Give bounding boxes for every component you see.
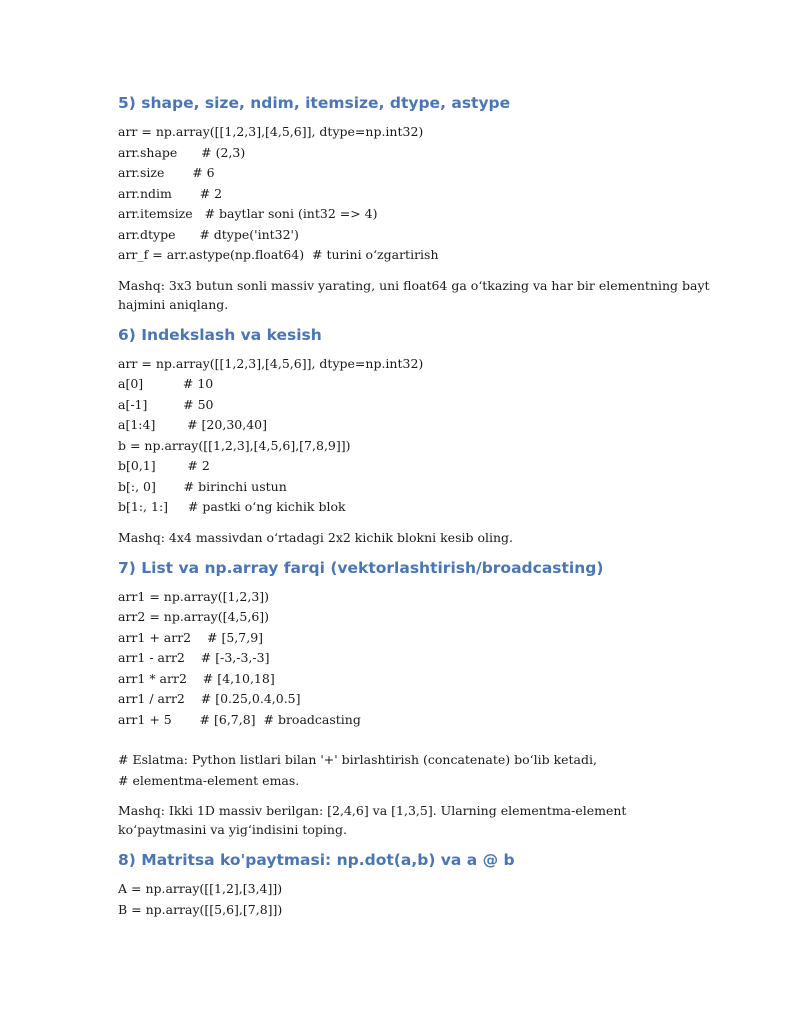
code-line: arr_f = arr.astype(np.float64) # turini o‘zgartirish bbox=[118, 247, 439, 262]
code-line: arr.itemsize # baytlar soni (int32 => 4) bbox=[118, 206, 378, 221]
code-line: arr2 = np.array([4,5,6]) bbox=[118, 609, 270, 624]
code-line: arr1 / arr2 # [0.25,0.4,0.5] bbox=[118, 691, 301, 706]
code-line: arr1 + 5 # [6,7,8] # broadcasting bbox=[118, 711, 361, 727]
section-heading: 5) shape, size, ndim, itemsize, dtype, astype bbox=[118, 94, 511, 112]
code-line: b[1:, 1:] # pastki o‘ng kichik blok bbox=[118, 499, 346, 514]
code-line: A = np.array([[1,2],[3,4]]) bbox=[118, 881, 283, 896]
section-heading: 6) Indekslash va kesish bbox=[118, 325, 322, 344]
document-page bbox=[118, 92, 718, 924]
code-line: a[1:4] # [20,30,40] bbox=[118, 417, 267, 432]
code-line: arr.ndim # 2 bbox=[118, 185, 223, 201]
note-block bbox=[118, 750, 718, 791]
code-line: arr1 + arr2 # [5,7,9] bbox=[118, 629, 264, 645]
section-heading: 8) Matritsa ko'paytmasi: np.dot(a,b) va a @ b bbox=[118, 851, 515, 869]
code-line: arr.shape # (2,3) bbox=[118, 144, 246, 160]
code-line: b[0,1] # 2 bbox=[118, 458, 210, 473]
code-line: arr1 = np.array([1,2,3]) bbox=[118, 588, 270, 604]
code-line: arr1 * arr2 # [4,10,18] bbox=[118, 670, 275, 686]
code-block bbox=[118, 354, 718, 518]
code-block bbox=[118, 122, 718, 266]
code-line: a[-1] # 50 bbox=[118, 396, 214, 412]
section-heading: 7) List va np.array farqi (vektorlashtirish/broadcasting) bbox=[118, 558, 604, 577]
note-line: # elementma-element emas. bbox=[118, 772, 300, 788]
code-line: B = np.array([[5,6],[7,8]]) bbox=[118, 901, 283, 917]
code-line: b = np.array([[1,2,3],[4,5,6],[7,8,9]]) bbox=[118, 437, 351, 453]
code-line: arr = np.array([[1,2,3],[4,5,6]], dtype=np.int32) bbox=[118, 124, 424, 139]
code-line: arr.size # 6 bbox=[118, 165, 215, 180]
code-line: b[:, 0] # birinchi ustun bbox=[118, 478, 287, 494]
section-5 bbox=[118, 92, 718, 314]
section-7 bbox=[118, 557, 718, 840]
blank-line bbox=[118, 730, 718, 750]
note-line: # Eslatma: Python listlari bilan '+' birlashtirish (concatenate) bo‘lib ketadi, bbox=[118, 752, 597, 767]
section-8 bbox=[118, 849, 718, 920]
exercise-text: Mashq: Ikki 1D massiv berilgan: [2,4,6] va [1,3,5]. Ularning elementma-element ko‘paytmasini va yig‘indisini toping. bbox=[118, 803, 627, 837]
section-6 bbox=[118, 324, 718, 547]
exercise-text: Mashq: 3x3 butun sonli massiv yarating, uni float64 ga o‘tkazing va har bir elementning bayt hajmini aniqlang. bbox=[118, 277, 710, 312]
code-line: arr1 - arr2 # [-3,-3,-3] bbox=[118, 650, 270, 665]
code-line: arr.dtype # dtype('int32') bbox=[118, 226, 299, 242]
code-line: arr = np.array([[1,2,3],[4,5,6]], dtype=np.int32) bbox=[118, 355, 424, 371]
exercise-text: Mashq: 4x4 massivdan o‘rtadagi 2x2 kichik blokni kesib oling. bbox=[118, 529, 514, 545]
code-block bbox=[118, 587, 718, 731]
code-line: a[0] # 10 bbox=[118, 376, 214, 391]
code-block bbox=[118, 879, 718, 920]
